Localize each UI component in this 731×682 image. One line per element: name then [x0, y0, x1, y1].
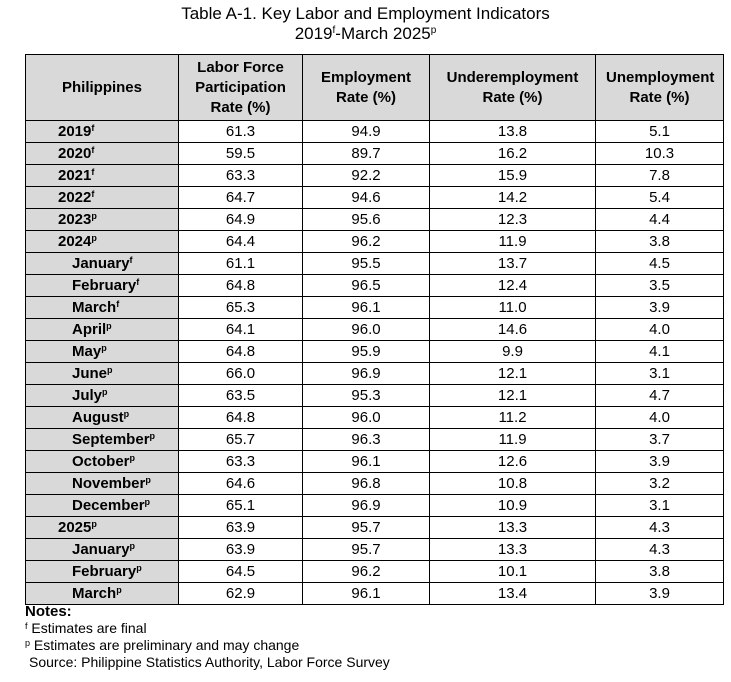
lfpr-cell: 65.7 [179, 429, 303, 451]
employment-rate-cell: 94.9 [303, 121, 430, 143]
lfpr-cell: 64.1 [179, 319, 303, 341]
unemployment-rate-cell: 3.8 [596, 231, 724, 253]
row-label [26, 275, 179, 297]
lfpr-cell: 63.9 [179, 539, 303, 561]
table-row [26, 253, 724, 275]
row-label-marker: p [144, 496, 151, 507]
row-label [26, 341, 179, 363]
column-header-philippines: Philippines [26, 55, 179, 121]
lfpr-cell: 61.3 [179, 121, 303, 143]
row-label-marker: f [91, 188, 95, 199]
employment-rate-cell: 96.1 [303, 451, 430, 473]
row-label-text: 2023 [58, 210, 92, 228]
row-label-text: 2022 [58, 188, 92, 206]
unemployment-rate-cell: 3.9 [596, 451, 724, 473]
row-label [26, 143, 179, 165]
unemployment-rate-cell: 10.3 [596, 143, 724, 165]
table-row [26, 495, 724, 517]
row-label-marker: p [123, 408, 130, 419]
lfpr-cell: 64.4 [179, 231, 303, 253]
row-label [26, 165, 179, 187]
lfpr-cell: 64.7 [179, 187, 303, 209]
table-row [26, 143, 724, 165]
table-title [0, 4, 731, 44]
unemployment-rate-cell: 4.0 [596, 407, 724, 429]
table-row [26, 231, 724, 253]
unemployment-rate-cell: 4.3 [596, 539, 724, 561]
table-row [26, 165, 724, 187]
note-final-marker: f [25, 621, 28, 631]
lfpr-cell: 59.5 [179, 143, 303, 165]
underemployment-rate-cell: 12.1 [430, 385, 596, 407]
column-header-unemployment-rate: Unemployment Rate (%) [596, 55, 724, 121]
row-label [26, 209, 179, 231]
row-label-marker: p [136, 562, 142, 573]
row-label-marker: f [129, 254, 133, 265]
underemployment-rate-cell: 13.8 [430, 121, 596, 143]
row-label [26, 385, 179, 407]
underemployment-rate-cell: 12.3 [430, 209, 596, 231]
employment-rate-cell: 96.5 [303, 275, 430, 297]
underemployment-rate-cell: 11.9 [430, 429, 596, 451]
underemployment-rate-cell: 16.2 [430, 143, 596, 165]
row-label-marker: f [116, 298, 120, 309]
unemployment-rate-cell: 3.9 [596, 583, 724, 605]
row-label-text: April [72, 320, 107, 338]
row-label [26, 297, 179, 319]
underemployment-rate-cell: 10.8 [430, 473, 596, 495]
row-label-marker: p [91, 518, 97, 529]
row-label [26, 121, 179, 143]
note-preliminary-marker: p [25, 638, 31, 648]
unemployment-rate-cell: 7.8 [596, 165, 724, 187]
underemployment-rate-cell: 12.4 [430, 275, 596, 297]
row-label [26, 451, 179, 473]
row-label-text: November [72, 474, 146, 492]
row-label-marker: f [91, 144, 95, 155]
unemployment-rate-cell: 3.9 [596, 297, 724, 319]
table-title-line1: Table A-1. Key Labor and Employment Indicators [181, 4, 550, 23]
row-label [26, 583, 179, 605]
row-label-text: January [72, 540, 130, 558]
employment-rate-cell: 95.7 [303, 517, 430, 539]
row-label-marker: f [91, 122, 95, 133]
employment-rate-cell: 96.3 [303, 429, 430, 451]
row-label-text: August [72, 408, 124, 426]
table-row [26, 583, 724, 605]
row-label-marker: f [136, 276, 140, 287]
table-title-line2 [0, 24, 731, 44]
lfpr-cell: 64.9 [179, 209, 303, 231]
unemployment-rate-cell: 3.1 [596, 495, 724, 517]
period-start: 2019 [294, 24, 333, 43]
underemployment-rate-cell: 11.0 [430, 297, 596, 319]
table-row [26, 385, 724, 407]
unemployment-rate-cell: 4.1 [596, 341, 724, 363]
employment-rate-cell: 96.1 [303, 297, 430, 319]
row-label [26, 561, 179, 583]
lfpr-cell: 63.5 [179, 385, 303, 407]
employment-rate-cell: 92.2 [303, 165, 430, 187]
underemployment-rate-cell: 12.6 [430, 451, 596, 473]
notes-heading: Notes: [25, 603, 72, 620]
row-label [26, 187, 179, 209]
row-label-marker: p [116, 584, 122, 595]
table-body [26, 121, 724, 605]
row-label [26, 517, 179, 539]
unemployment-rate-cell: 3.2 [596, 473, 724, 495]
row-label-text: March [72, 584, 117, 602]
table-row [26, 341, 724, 363]
row-label-marker: p [129, 540, 136, 551]
row-label-text: 2025 [58, 518, 92, 536]
lfpr-cell: 65.3 [179, 297, 303, 319]
row-label-text: May [72, 342, 102, 360]
table-row [26, 451, 724, 473]
period-end: -March 2025 [335, 24, 431, 43]
row-label [26, 429, 179, 451]
header-row [26, 55, 724, 121]
employment-rate-cell: 89.7 [303, 143, 430, 165]
underemployment-rate-cell: 11.9 [430, 231, 596, 253]
row-label-marker: p [91, 210, 97, 221]
unemployment-rate-cell: 4.0 [596, 319, 724, 341]
table-row [26, 517, 724, 539]
lfpr-cell: 64.8 [179, 275, 303, 297]
employment-rate-cell: 96.0 [303, 319, 430, 341]
lfpr-cell: 64.8 [179, 407, 303, 429]
row-label [26, 231, 179, 253]
row-label-text: June [72, 364, 108, 382]
row-label [26, 473, 179, 495]
period-end-marker: p [430, 25, 437, 36]
underemployment-rate-cell: 14.6 [430, 319, 596, 341]
table-row [26, 209, 724, 231]
employment-rate-cell: 95.5 [303, 253, 430, 275]
row-label [26, 319, 179, 341]
row-label [26, 363, 179, 385]
row-label-text: December [72, 496, 145, 514]
table-row [26, 407, 724, 429]
row-label-marker: f [91, 166, 95, 177]
row-label-text: 2024 [58, 232, 92, 250]
table-row [26, 187, 724, 209]
underemployment-rate-cell: 13.4 [430, 583, 596, 605]
employment-rate-cell: 95.3 [303, 385, 430, 407]
note-preliminary-text: Estimates are preliminary and may change [30, 637, 300, 653]
period-start-marker: f [332, 25, 336, 36]
lfpr-cell: 65.1 [179, 495, 303, 517]
row-label [26, 253, 179, 275]
unemployment-rate-cell: 4.4 [596, 209, 724, 231]
employment-rate-cell: 96.9 [303, 363, 430, 385]
underemployment-rate-cell: 11.2 [430, 407, 596, 429]
underemployment-rate-cell: 9.9 [430, 341, 596, 363]
unemployment-rate-cell: 4.7 [596, 385, 724, 407]
underemployment-rate-cell: 13.3 [430, 517, 596, 539]
table-row [26, 275, 724, 297]
unemployment-rate-cell: 5.4 [596, 187, 724, 209]
note-final-text: Estimates are final [27, 620, 147, 636]
lfpr-cell: 63.3 [179, 451, 303, 473]
table-row [26, 429, 724, 451]
lfpr-cell: 64.5 [179, 561, 303, 583]
notes [25, 603, 390, 671]
table-row [26, 297, 724, 319]
column-header-employment-rate: Employment Rate (%) [303, 55, 430, 121]
row-label [26, 539, 179, 561]
employment-rate-cell: 96.1 [303, 583, 430, 605]
table-row [26, 319, 724, 341]
column-header-lfpr: Labor Force Participation Rate (%) [179, 55, 303, 121]
source-note: Source: Philippine Statistics Authority, Labor Force Survey [29, 654, 390, 670]
row-label-marker: p [145, 474, 151, 485]
lfpr-cell: 61.1 [179, 253, 303, 275]
row-label-text: July [72, 386, 103, 404]
lfpr-cell: 63.3 [179, 165, 303, 187]
column-header-underemployment-rate: Underemployment Rate (%) [430, 55, 596, 121]
row-label-text: January [72, 254, 130, 272]
unemployment-rate-cell: 3.8 [596, 561, 724, 583]
lfpr-cell: 66.0 [179, 363, 303, 385]
row-label-marker: p [91, 232, 97, 243]
row-label [26, 407, 179, 429]
table-row [26, 561, 724, 583]
lfpr-cell: 63.9 [179, 517, 303, 539]
table-row [26, 121, 724, 143]
unemployment-rate-cell: 4.3 [596, 517, 724, 539]
unemployment-rate-cell: 3.7 [596, 429, 724, 451]
row-label-text: 2020 [58, 144, 92, 162]
row-label-marker: p [106, 320, 112, 331]
row-label-text: March [72, 298, 117, 316]
table-row [26, 539, 724, 561]
table-row [26, 363, 724, 385]
underemployment-rate-cell: 10.1 [430, 561, 596, 583]
lfpr-cell: 64.8 [179, 341, 303, 363]
unemployment-rate-cell: 4.5 [596, 253, 724, 275]
row-label-text: October [72, 452, 130, 470]
indicators-table [25, 54, 724, 605]
row-label-marker: p [101, 342, 107, 353]
row-label-text: February [72, 562, 137, 580]
row-label-text: 2019 [58, 122, 92, 140]
employment-rate-cell: 95.6 [303, 209, 430, 231]
table-row [26, 473, 724, 495]
row-label-text: 2021 [58, 166, 92, 184]
underemployment-rate-cell: 12.1 [430, 363, 596, 385]
row-label-text: February [72, 276, 137, 294]
note-final [25, 620, 390, 637]
row-label-marker: p [102, 386, 108, 397]
lfpr-cell: 64.6 [179, 473, 303, 495]
employment-rate-cell: 96.2 [303, 561, 430, 583]
row-label [26, 495, 179, 517]
lfpr-cell: 62.9 [179, 583, 303, 605]
unemployment-rate-cell: 3.1 [596, 363, 724, 385]
note-preliminary [25, 637, 390, 654]
row-label-marker: p [129, 452, 136, 463]
employment-rate-cell: 95.9 [303, 341, 430, 363]
underemployment-rate-cell: 14.2 [430, 187, 596, 209]
underemployment-rate-cell: 10.9 [430, 495, 596, 517]
employment-rate-cell: 94.6 [303, 187, 430, 209]
employment-rate-cell: 95.7 [303, 539, 430, 561]
employment-rate-cell: 96.9 [303, 495, 430, 517]
underemployment-rate-cell: 13.7 [430, 253, 596, 275]
underemployment-rate-cell: 13.3 [430, 539, 596, 561]
row-label-marker: p [149, 430, 156, 441]
row-label-text: September [72, 430, 150, 448]
employment-rate-cell: 96.2 [303, 231, 430, 253]
row-label-marker: p [107, 364, 113, 375]
unemployment-rate-cell: 5.1 [596, 121, 724, 143]
underemployment-rate-cell: 15.9 [430, 165, 596, 187]
employment-rate-cell: 96.8 [303, 473, 430, 495]
employment-rate-cell: 96.0 [303, 407, 430, 429]
unemployment-rate-cell: 3.5 [596, 275, 724, 297]
